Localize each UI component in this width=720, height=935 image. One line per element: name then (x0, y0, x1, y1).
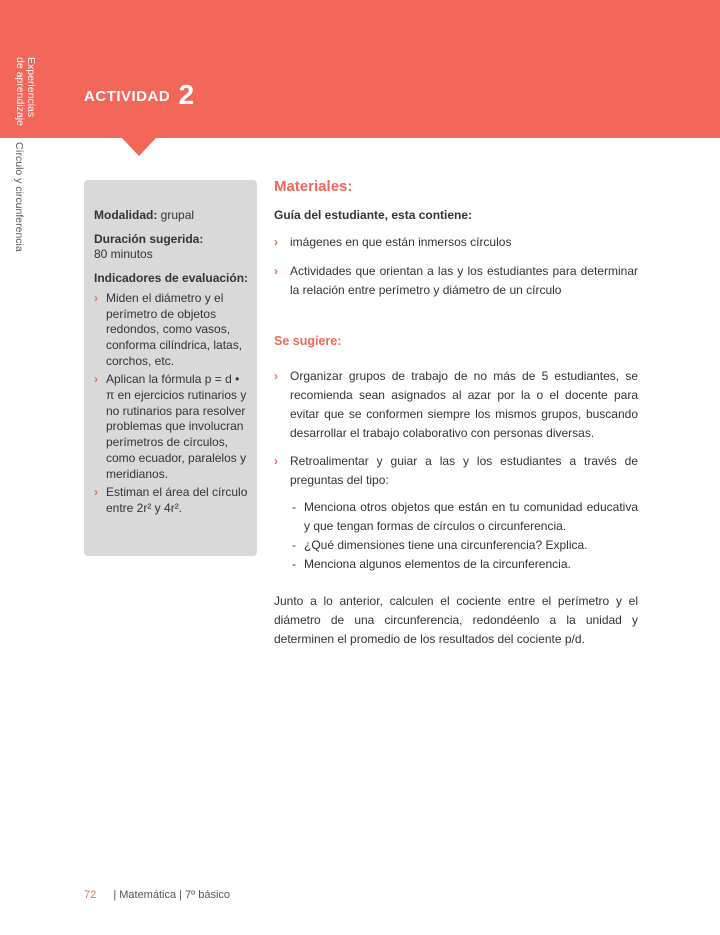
question-list (290, 498, 638, 574)
question-item: - ¿Qué dimensiones tiene una circunferencia? Explica. (290, 536, 638, 555)
activity-info-box (84, 180, 257, 556)
question-item: - Menciona otros objetos que están en tu comunidad educativa y que tengan formas de círculos o circunferencia. (290, 498, 638, 536)
indicador-item: › Miden el diámetro y el perímetro de objetos redondos, como vasos, conforma cilíndrica, latas, corchos, etc. (94, 291, 249, 370)
materials-item: › Actividades que orientan a las y los estudiantes para determinar la relación entre perímetro y diámetro de un círculo (274, 262, 638, 300)
activity-word: ACTIVIDAD (84, 88, 171, 105)
modalidad-value: grupal (160, 208, 195, 222)
question-item: - Menciona algunos elementos de la circunferencia. (290, 555, 638, 574)
header-notch (122, 138, 156, 156)
indicadores-list (94, 291, 249, 517)
duracion-row (94, 232, 249, 263)
indicadores-label: Indicadores de evaluación: (94, 271, 249, 286)
header-banner (0, 0, 720, 138)
footer-text: | Matemática | 7º básico (113, 889, 231, 901)
closing-paragraph: Junto a lo anterior, calculen el cociente entre el perímetro y el diámetro de una circunferencia, redondéenlo a la unidad y determinen el promedio de los resultados del cociente p/d. (274, 594, 638, 646)
page-footer (84, 889, 230, 901)
suggest-item: › Organizar grupos de trabajo de no más de 5 estudiantes, se recomienda sean asignados al azar por la o el docente para evitar que se conformen siempre los mismos grupos, buscando desarrollar el trabajo colaborativo con personas diversas. (274, 367, 638, 443)
modalidad-label: Modalidad: (94, 208, 158, 222)
guide-intro-text: Guía del estudiante, esta contiene: (274, 208, 473, 222)
duracion-value: 80 minutos (94, 247, 153, 262)
suggest-item-text: Retroalimentar y guiar a las y los estudiantes a través de preguntas del tipo: (290, 454, 638, 487)
activity-number: 2 (178, 79, 195, 110)
suggest-item-with-questions (274, 452, 638, 574)
side-label-line2: de aprendizaje (14, 57, 26, 126)
indicador-item: › Aplican la fórmula p = d • π en ejercicios rutinarios y no rutinarios para resolver problemas que involucran perímetros de círculos, como ecuador, paralelos y meridianos. (94, 372, 249, 482)
modalidad-row (94, 208, 249, 224)
materials-list (274, 233, 638, 300)
materials-title: Materiales: (274, 178, 353, 195)
duracion-label: Duración sugerida: (94, 231, 204, 246)
suggest-title: Se sugiere: (274, 334, 342, 348)
side-label-line1: Experiencias (25, 57, 37, 118)
page-number: 72 (84, 889, 97, 901)
indicadores-section (94, 271, 249, 517)
materials-item: › imágenes en que están inmersos círculos (274, 233, 638, 252)
suggest-list (274, 367, 638, 574)
main-content (274, 176, 638, 649)
page-title (84, 76, 194, 108)
indicador-item: › Estiman el área del círculo entre 2r² y 4r². (94, 485, 249, 516)
guide-intro (274, 206, 638, 225)
side-topic-label: Círculo y circunferencia (13, 142, 25, 252)
